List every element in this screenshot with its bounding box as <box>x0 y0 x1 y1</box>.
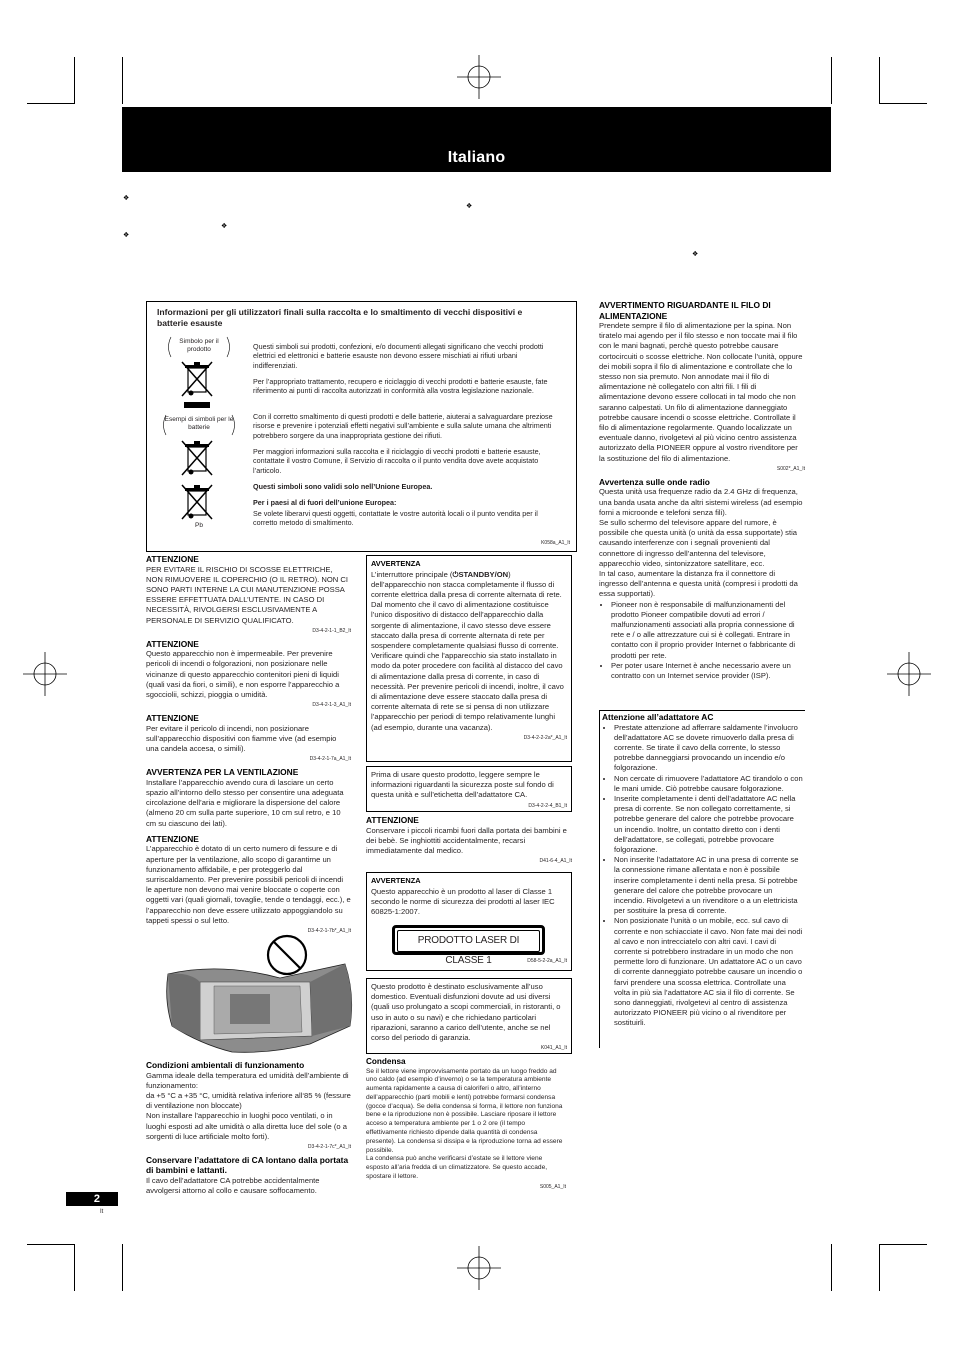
condensation-section <box>366 1057 566 1195</box>
disposal-text: Questi simboli sui prodotti, confezioni, e/o documenti allegati significano che vecchi prodotti elettrici ed elettronici e batterie esauste non devono essere mischiati ai rifiuti urbani indifferenziati. <box>253 342 544 370</box>
section-text: L’interruttore principale ( <box>371 569 453 579</box>
section-text: Se il lettore viene improvvisamente portato da un luogo freddo ad uno caldo (ad esempio d’inverno) o se la temperatura ambiente aumenta rapidamente a causa di caloriferi o altro, all’interno dell’apparecchio (parti mobili e lenti) potrebbe formarsi condensa (gocce d’acqua). Se della condensa si forma, il lettore non funziona bene e la riproduzione non è possibile. Lasciare riposare il lettore acceso a temperatura ambiente per 1 o 2 ore (il tempo effettivamente richiesto dipende dalla quantità di condensa presente). La condensa si dissipa e la riproduzione torna ad essere possibile. <box>366 1067 563 1154</box>
disposal-info-box <box>146 301 577 552</box>
section-text: Conservare i piccoli ricambi fuori dalla portata dei bambini e dei bebè. Se inghiottiti accidentalmente, recarsi immediatamente dal medico. <box>366 825 567 855</box>
reference-code: D3-4-2-1-3_A1_It <box>312 702 351 709</box>
crossed-bin-icon <box>180 439 216 479</box>
covered-unit-illustration <box>160 934 360 1060</box>
crop-mark <box>879 1244 927 1245</box>
diamond-icon: ❖ <box>466 203 473 210</box>
list-item: • Non inserite l’adattatore AC in una presa di corrente se la connessione rimane allentata e non è possibile inserire completamente i denti nella presa. Si potrebbe generare del calore che potrebbe provocare un incendio. Rivolgetevi a un rivenditore o a un elettricista per sostituire la presa di corrente. <box>614 855 803 916</box>
list-item: • Non posizionate l’unità o un mobile, ecc. sul cavo di corrente e non schiacciate il cavo. Non fate mai dei nodi al cavo e non intrecciatelo con altri cavi. I cavi di corrente si potrebbero instradare in un modo che non permette loro di funzionare. Un adattatore AC o un cavo di corrente danneggiato potrebbe causare un incendio o farvi prendere una scossa elettrica. Controllate una volta in più sia l’adattatore AC sia il filo di corrente. Se sono danneggiati, rivolgetevi al centro di assistenza autorizzato PIONEER più vicino o al rivenditore per sostituirli. <box>614 916 803 1028</box>
section-heading: Condizioni ambientali di funzionamento <box>146 1060 305 1070</box>
section-heading: AVVERTENZA <box>371 559 421 568</box>
crop-mark <box>831 1244 832 1291</box>
standby-label: STANDBY/ON <box>458 569 509 579</box>
reference-code: D3-4-2-2-4_B1_It <box>528 802 567 809</box>
diamond-icon: ❖ <box>221 223 228 230</box>
section-text: La condensa può anche verificarsi d’estate se il lettore viene esposto all’aria fredda di un climatizzatore. Se questo accade, spostare il lettore. <box>366 1155 548 1181</box>
section-text: Prendete sempre il filo di alimentazione per la spina. Non tiratelo mai agendo per il filo stesso e non toccate mai il filo con le mani bagnati, perchè questo potrebbe causare cortocircuiti o scosse elettriche. Non collocate l’unità, oppure dei mobili sopra il filo di alimentazione e controllate che lo stesso non sia premuto. Non annodate mai il filo di alimentazione nè collegatelo con altri fili. I fili di alimentazione devono essere collocati in tal modo che non saranno calpestati. Un filo di alimentazione danneggiato potrebbe causare incendi o scosse elettriche. Controllate il filo di alimentazione regolarmente. Quando localizzate un eventuale danno, rivolgetevi al più vicino centro assistenza autorizzato della PIONEER oppure al vostro rivenditore per la sostituzione del filo di alimentazione. <box>599 321 803 463</box>
reference-code: D58-5-2-2a_A1_It <box>527 958 567 964</box>
section-heading: ATTENZIONE <box>146 713 199 724</box>
registration-mark-bottom <box>457 1246 501 1290</box>
page-language: It <box>100 1209 104 1215</box>
disposal-text: Per l’appropriato trattamento, recupero e riciclaggio di vecchi prodotti e batterie esauste, fate riferimento ai punti di raccolta autorizzati in conformità alla vostra legislazione nazionale. <box>253 377 548 396</box>
left-column-bottom <box>146 1060 351 1196</box>
left-column <box>146 554 351 939</box>
section-heading: ATTENZIONE <box>146 833 199 844</box>
section-heading: ATTENZIONE <box>146 554 199 564</box>
crop-mark <box>27 103 75 104</box>
section-text: ) dell’apparecchio non stacca completamente il flusso di corrente elettrica dalla presa di corrente alternata di rete. Dal momento che il cavo di alimentazione costituisce l’unico dispositivo di distacco dell’apparecchio dalla sorgente di alimentazione, il cavo stesso deve essere staccato dalla presa di corrente alternata di rete per sospendere completamente qualsiasi flusso di corrente. Verificare quindi che l’apparecchio sia stato installato in modo da poter procedere con facilità al distacco del cavo di alimentazione dalla presa di corrente, in caso di necessità. Per prevenire pericoli di incendi, inoltre, il cavo di alimentazione deve essere staccato dalla presa di corrente alternata di rete se si pensa di non utilizzare l’apparecchio per periodi di tempo relativamente lunghi (ad esempio, durante una vacanza). <box>371 569 564 732</box>
section-text: In tal caso, aumentare la distanza fra il connettore di ingresso dell’antenna e questa unità (compresi i prodotti da essa supportati). <box>599 568 798 599</box>
section-text: Questo apparecchio non è impermeabile. Per prevenire pericoli di incendi o folgorazioni, non posizionare nelle vicinanze di questo apparecchio contenitori pieni di liquidi (quali vasi da fiori, o simili), e non esporre l’apparecchio a sgocciolii, schizzi, pioggia o umidità. <box>146 649 340 700</box>
crossed-bin-icon <box>180 483 216 523</box>
section-text: Questa unità usa frequenze radio da 2.4 GHz di frequenza, una banda usata anche da altri sistemi wireless (ad esempio forni a microonde e telefoni senza fili). <box>599 487 803 517</box>
section-heading: ATTENZIONE <box>366 815 419 825</box>
section-text: L’apparecchio è dotato di un certo numero di fessure e di aperture per la ventilazione, allo scopo di garantirne un funzionamento affidabile, e per proteggerlo dal surriscaldamento. Per prevenire possibili pericoli di incendi le aperture non devono mai venire bloccate o coperte con oggetti vari (quali giornali, tovaglie, tende o tendaggi, ecc.), e l’apparecchio non deve essere utilizzato appoggiandolo su tappeti spessi o sul letto. <box>146 844 351 925</box>
section-heading: Avvertenza sulle onde radio <box>599 476 710 487</box>
section-text: Per evitare il pericolo di incendi, non posizionare sull’apparecchio dispositivi con fiamme vive (ad esempio una candela accesa, o simili). <box>146 723 337 754</box>
section-heading: Conservare l’adattatore di CA lontano dalla portata di bambini e lattanti. <box>146 1154 349 1176</box>
section-text: Il cavo dell’adattatore CA potrebbe accidentalmente avvolgersi attorno al collo e causare soffocamento. <box>146 1175 320 1196</box>
language-header-bar <box>122 107 831 172</box>
section-text: Questo apparecchio è un prodotto al laser di Classe 1 secondo le norme di sicurezza dei prodotti al laser IEC 60825-1:2007. <box>371 886 555 916</box>
reference-code: D3-4-2-1-7b*_A1_It <box>307 927 351 934</box>
section-text: da +5 °C a +35 °C, umidità relativa inferiore all‘85 % (fessure di ventilazione non bloccate) <box>146 1090 351 1111</box>
crop-mark <box>879 1244 880 1291</box>
section-heading: ATTENZIONE <box>146 638 199 649</box>
battery-symbol-label: Esempi di simboli per le batterie <box>164 416 234 431</box>
section-text: Prima di usare questo prodotto, leggere sempre le informazioni riguardanti la sicurezza poste sul fondo di questa unità e sull’etichetta dell’adattatore CA. <box>371 770 554 800</box>
diamond-icon: ❖ <box>123 195 130 202</box>
section-text: Installare l’apparecchio avendo cura di lasciare un certo spazio all’intorno dello stesso per consentire una adeguata circolazione dell’aria e migliorare la dispersione del calore (almeno 20 cm sulla parte superiore, 10 cm sul retro, e 10 cm su ciascuno dei lati). <box>146 777 344 828</box>
disposal-text: Questi simboli sono validi solo nell’Unione Europea. <box>253 482 433 492</box>
page-number: 2 <box>66 1192 118 1206</box>
crop-mark <box>122 57 123 104</box>
crop-mark <box>879 57 880 104</box>
right-column <box>599 300 805 681</box>
power-icon: ⏻ <box>452 569 459 579</box>
reference-code: D3-4-2-1-7c*_A1_It <box>307 1143 351 1150</box>
reference-code: D3-4-2-1-7a_A1_It <box>309 756 351 763</box>
safety-info-box <box>366 766 572 812</box>
list-item: • Per poter usare Internet è anche necessario avere un contratto con un Internet service provider (ISP). <box>611 661 805 681</box>
list-item: • Inserite completamente i denti dell’adattatore AC nella presa di corrente. Se non collegato correttamente, si potrebbe generare del calore che potrebbe provocare un incendio. Inoltre, un contatto diretto con i denti dell’adattatore, se collegati, potrebbe provocare folgorazione. <box>614 794 803 855</box>
section-heading: AVVERTIMENTO RIGUARDANTE IL FILO DI ALIMENTAZIONE <box>599 300 771 321</box>
crop-mark <box>74 57 75 104</box>
bracket-icon <box>160 414 238 436</box>
section-text: Se sullo schermo del televisore appare del rumore, è possibile che questa unità (o unità da essa supportate) stia causando interferenze con i segnali provenienti dal connettore di ingresso dell’antenna del televisore, apparecchio video, sintonizzatore satellitare, ecc. <box>599 517 797 568</box>
standby-warning-box <box>366 555 572 762</box>
registration-mark-left <box>23 652 67 696</box>
laser-class-label <box>392 925 545 966</box>
section-text: Non installare l’apparecchio in luoghi poco ventilati, o in luoghi esposti ad alte umidità o alla diretta luce del sole (o a sorgenti di luce artificiale molto forti). <box>146 1111 347 1141</box>
product-symbol-label: Simbolo per il prodotto <box>179 338 219 353</box>
reference-code: D3-4-2-1-1_B2_It <box>312 627 351 634</box>
disposal-text: Con il corretto smaltimento di questi prodotti e delle batterie, aiuterai a salvaguardare preziose risorse e prevenire i potenziali effetti negativi sull’ambiente e sulla salute umana che altrimenti potrebbero sorgere da una inappropriata gestione dei rifiuti. <box>253 412 553 440</box>
disposal-text: Per maggiori informazioni sulla raccolta e il riciclaggio di vecchi prodotti e batterie esauste, contattate il vostro Comune, il Servizio di raccolta o il punto vendita dove avete acquistato l’articolo. <box>253 447 541 475</box>
section-heading: Attenzione all’adattatore AC <box>602 712 714 722</box>
ac-adapter-box <box>599 710 805 1048</box>
section-text: PER EVITARE IL RISCHIO DI SCOSSE ELETTRICHE, NON RIMUOVERE IL COPERCHIO (O IL RETRO). NON CI SONO PARTI INTERNE LA CUI MANUTENZIONE POSSA ESSERE EFFETTUATA DALL’UTENTE. IN CASO DI NECESSITÀ, RIVOLGERSI ESCLUSIVAMENTE A PERSONALE DI SERVIZIO QUALIFICATO. <box>146 564 348 625</box>
section-heading: Condensa <box>366 1057 406 1066</box>
diamond-icon: ❖ <box>692 251 699 258</box>
registration-mark-top <box>457 55 501 99</box>
laser-class-text: PRODOTTO LASER DI CLASSE 1 <box>397 930 540 952</box>
list-item: • Non cercate di rimuovere l’adattatore AC tirandolo o con le mani umide. Ciò potrebbe causare folgorazione. <box>614 774 803 794</box>
crop-mark <box>831 57 832 104</box>
reference-code: D3-4-2-2-2a*_A1_It <box>523 734 567 741</box>
reference-code: K041_A1_It <box>540 1045 567 1052</box>
section-heading: AVVERTENZA PER LA VENTILAZIONE <box>146 767 299 778</box>
pb-label: Pb <box>195 522 203 529</box>
disposal-text: Se volete liberarvi questi oggetti, contattate le vostre autorità locali o il punto vendita per il corretto metodo di smaltimento. <box>253 509 538 528</box>
crop-mark <box>122 1244 123 1291</box>
section-heading: AVVERTENZA <box>371 876 421 885</box>
domestic-use-box <box>366 978 572 1054</box>
reference-code: D41-6-4_A1_It <box>539 858 572 865</box>
bracket-icon <box>165 336 233 358</box>
reference-code: S002*_A1_It <box>776 465 805 472</box>
small-parts-section <box>366 815 572 869</box>
crop-mark <box>74 1244 75 1291</box>
crop-mark <box>879 103 927 104</box>
section-text: Gamma ideale della temperatura ed umidità dell’ambiente di funzionamento: <box>146 1070 349 1090</box>
reference-code: S005_A1_It <box>539 1183 566 1190</box>
disposal-title: Informazioni per gli utilizzatori finali sulla raccolta e lo smaltimento di vecchi dispositivi e batterie esauste <box>157 307 523 328</box>
section-text: Questo prodotto è destinato esclusivamente all’uso domestico. Eventuali disfunzioni dovute ad usi diversi (quali uso prolungato a scopi commerciali, in ristoranti, o uso in auto o su navi) e che richiedano particolari riparazioni, saranno a carico dell’utente, anche se nel corso del periodo di garanzia. <box>371 982 561 1043</box>
page-title: Italiano <box>447 149 506 166</box>
registration-mark-right <box>887 652 931 696</box>
reference-code: K058a_A1_It <box>541 540 570 546</box>
disposal-text: Per i paesi al di fuori dell’unione Europea: <box>253 498 397 508</box>
list-item: • Prestate attenzione ad afferrare saldamente l’involucro dell’adattatore AC se dovete rimuoverlo dalla presa di corrente. Se tirate il cavo della corrente, lo stesso potrebbe danneggiarsi provocando un incendio e/o folgorazione. <box>614 723 803 774</box>
diamond-icon: ❖ <box>123 232 130 239</box>
crossed-bin-icon <box>180 360 216 408</box>
crop-mark <box>27 1244 75 1245</box>
list-item: • Pioneer non è responsabile di malfunzionamenti del prodotto Pioneer compatibile dovuti ad errori / malfunzionamenti associati alla propria connessione di rete e / o alle attrezzature cui si è collegati. Entrare in contatto con il proprio provider Internet o fabbricante di prodotti per rete. <box>611 600 805 661</box>
